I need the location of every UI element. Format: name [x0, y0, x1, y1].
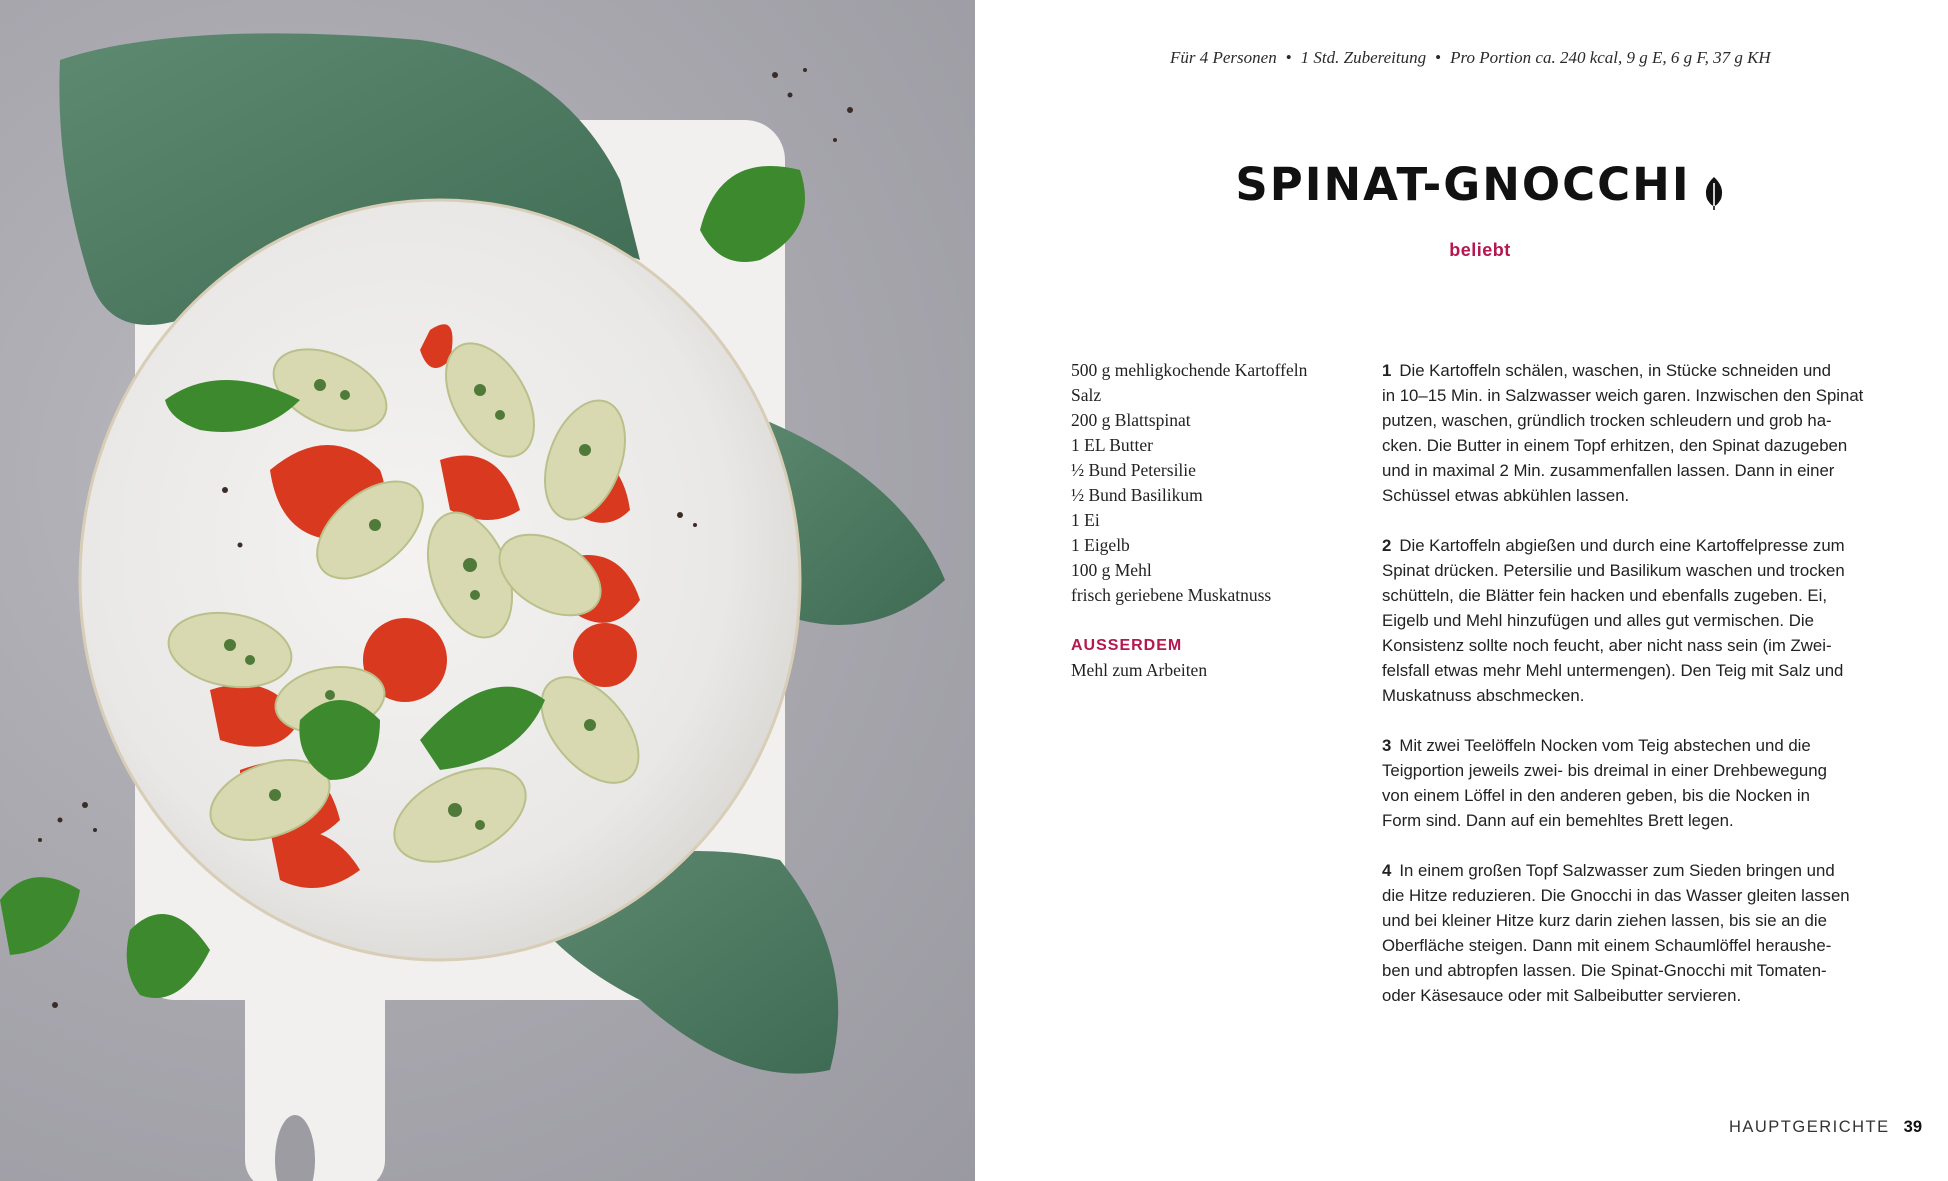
- extra-ingredients-heading: AUSSERDEM: [1071, 637, 1183, 654]
- recipe-title: SPINAT-GNOCCHI: [1235, 158, 1691, 211]
- page-footer: [1729, 1118, 1922, 1137]
- nutrition-info: Pro Portion ca. 240 kcal, 9 g E, 6 g F, 37 g KH: [1450, 48, 1771, 67]
- servings: Für 4 Personen: [1170, 48, 1277, 67]
- section-name: HAUPTGERICHTE: [1728, 1118, 1890, 1136]
- prep-time: 1 Std. Zubereitung: [1300, 48, 1427, 67]
- step-line: schütteln, die Blätter fein hacken und ebenfalls zugeben. Ei,: [1382, 586, 1827, 605]
- step-line: [1382, 533, 1887, 558]
- ingredient-item: 200 g Blattspinat: [1071, 410, 1191, 430]
- step-line: Form sind. Dann auf ein bemehltes Brett legen.: [1382, 811, 1734, 830]
- leaf-icon: [1703, 175, 1725, 216]
- step-line: Schüssel etwas abkühlen lassen.: [1382, 486, 1630, 505]
- step-text: In einem großen Topf Salzwasser zum Sieden bringen und: [1399, 861, 1835, 880]
- step-line: [1382, 858, 1887, 883]
- ingredient-item: 1 EL Butter: [1071, 435, 1153, 455]
- recipe-title-block: [1150, 158, 1810, 216]
- step-text: Mit zwei Teelöffeln Nocken vom Teig abstechen und die: [1399, 736, 1811, 755]
- step-number: 1: [1382, 361, 1392, 380]
- step-text: Die Kartoffeln schälen, waschen, in Stücke schneiden und: [1399, 361, 1831, 380]
- instructions: [1382, 358, 1887, 1033]
- meta-separator: •: [1285, 48, 1292, 67]
- step-line: putzen, waschen, gründlich trocken schleudern und grob ha-: [1382, 411, 1832, 430]
- ingredient-item: frisch geriebene Muskatnuss: [1071, 585, 1272, 605]
- step-line: felsfall etwas mehr Mehl untermengen). Den Teig mit Salz und: [1382, 661, 1844, 680]
- ingredient-item: ½ Bund Basilikum: [1071, 485, 1203, 505]
- meta-separator: •: [1435, 48, 1442, 67]
- ingredient-item: Salz: [1071, 385, 1102, 405]
- step-number: 3: [1382, 736, 1392, 755]
- step-line: Eigelb und Mehl hinzufügen und alles gut vermischen. Die: [1382, 611, 1814, 630]
- step-line: cken. Die Butter in einem Topf erhitzen, den Spinat dazugeben: [1382, 436, 1848, 455]
- step-text: Die Kartoffeln abgießen und durch eine Kartoffelpresse zum: [1399, 536, 1845, 555]
- step-line: die Hitze reduzieren. Die Gnocchi in das Wasser gleiten lassen: [1382, 886, 1850, 905]
- ingredient-item: 100 g Mehl: [1071, 560, 1152, 580]
- step-number: 2: [1382, 536, 1392, 555]
- ingredient-item: 500 g mehligkochende Kartoffeln: [1071, 360, 1308, 380]
- ingredient-item: 1 Ei: [1071, 510, 1100, 530]
- instruction-step: [1382, 733, 1887, 833]
- step-line: Muskatnuss abschmecken.: [1382, 686, 1585, 705]
- recipe-meta: [1170, 48, 1790, 68]
- step-line: und bei kleiner Hitze kurz darin ziehen lassen, bis sie an die: [1382, 911, 1827, 930]
- ingredient-item: ½ Bund Petersilie: [1071, 460, 1196, 480]
- popular-tag: beliebt: [1449, 240, 1511, 260]
- step-number: 4: [1382, 861, 1392, 880]
- step-line: Oberfläche steigen. Dann mit einem Schaumlöffel heraushe-: [1382, 936, 1832, 955]
- step-line: Teigportion jeweils zwei- bis dreimal in einer Drehbewegung: [1382, 761, 1827, 780]
- page-number: 39: [1903, 1118, 1922, 1136]
- ingredient-item: 1 Eigelb: [1071, 535, 1130, 555]
- step-line: ben und abtropfen lassen. Die Spinat-Gnocchi mit Tomaten-: [1382, 961, 1827, 980]
- instruction-step: [1382, 858, 1887, 1008]
- extra-ingredient-item: Mehl zum Arbeiten: [1071, 660, 1208, 680]
- step-line: [1382, 733, 1887, 758]
- step-line: und in maximal 2 Min. zusammenfallen lassen. Dann in einer: [1382, 461, 1835, 480]
- ingredients-list: [1071, 358, 1371, 683]
- step-line: Konsistenz sollte noch feucht, aber nicht nass sein (im Zwei-: [1382, 636, 1832, 655]
- instruction-step: [1382, 533, 1887, 708]
- step-line: Spinat drücken. Petersilie und Basilikum waschen und trocken: [1382, 561, 1845, 580]
- step-line: in 10–15 Min. in Salzwasser weich garen. Inzwischen den Spinat: [1382, 386, 1864, 405]
- instruction-step: [1382, 358, 1887, 508]
- step-line: von einem Löffel in den anderen geben, bis die Nocken in: [1382, 786, 1810, 805]
- step-line: oder Käsesauce oder mit Salbeibutter servieren.: [1382, 986, 1742, 1005]
- step-line: [1382, 358, 1887, 383]
